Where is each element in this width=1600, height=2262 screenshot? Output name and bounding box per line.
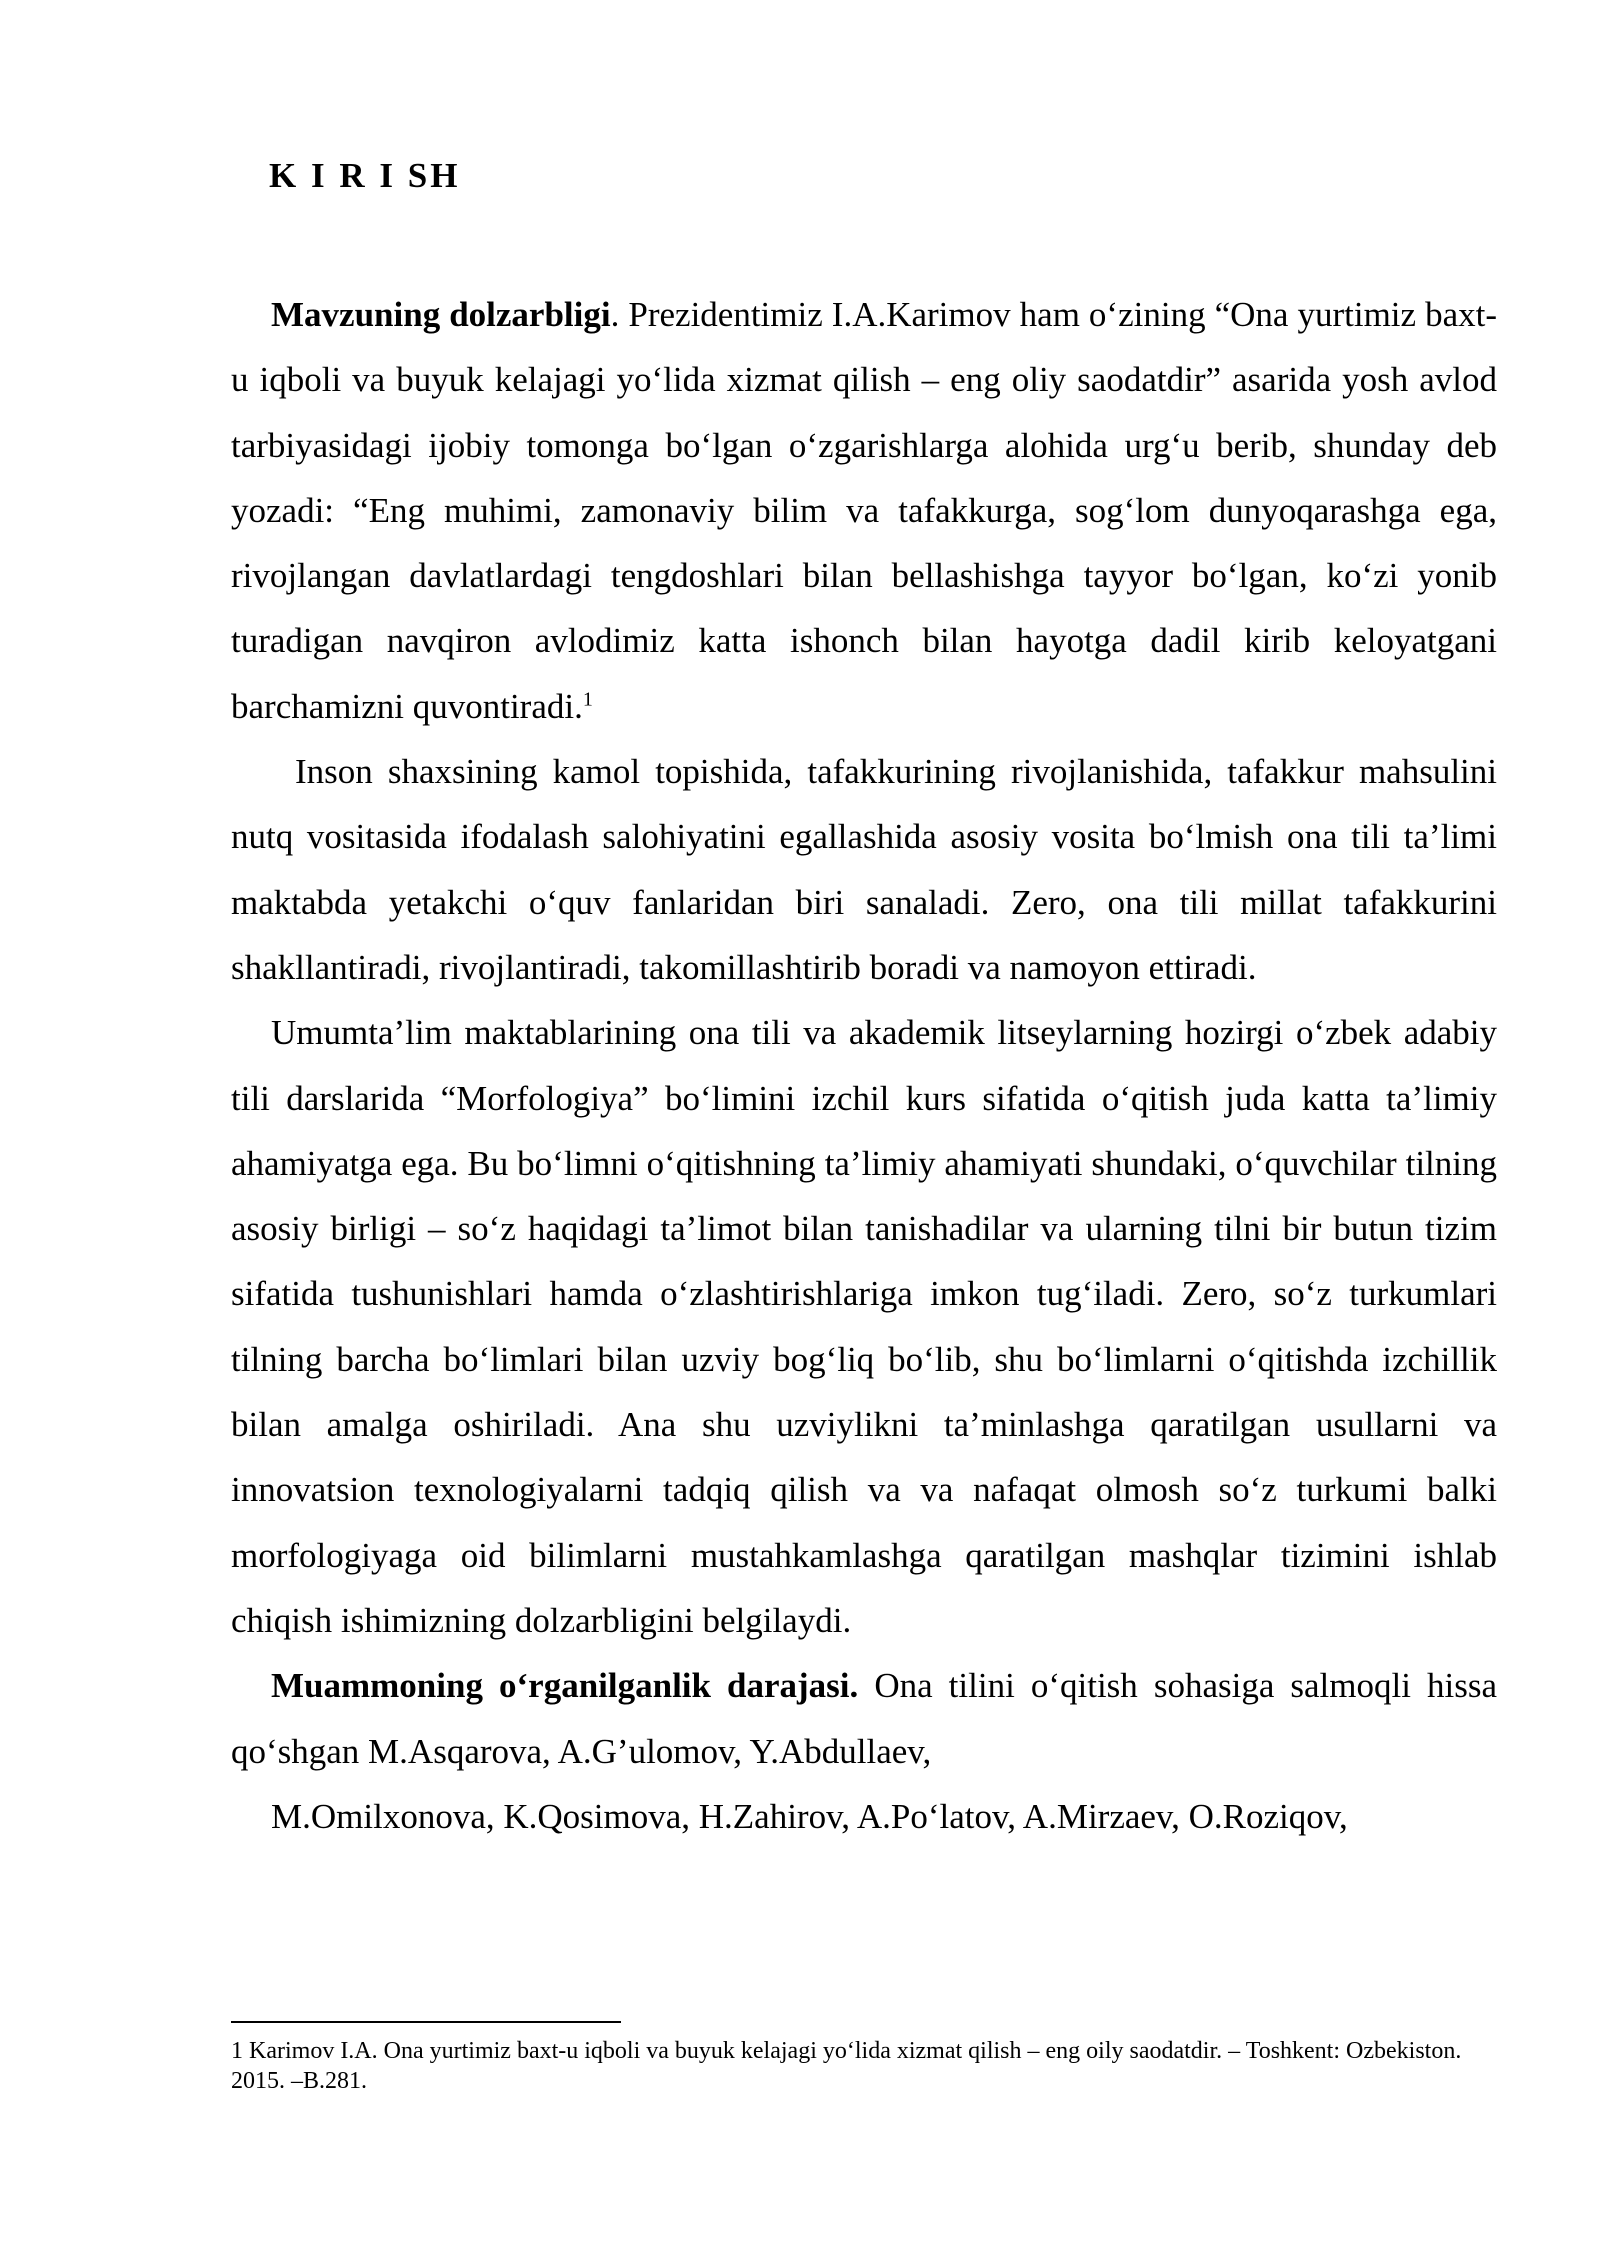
section-heading: K I R I SH [269,156,461,195]
paragraph-lead-relevance: Mavzuning dolzarbligi [271,295,611,334]
paragraph-text-research-level: Ona tilini o‘qitish sohasiga salmoqli hissa qo‘shgan M.Asqarova, A.G’ulomov, Y.Abdullaev, [231,1666,1497,1771]
footnote-separator [231,2021,621,2023]
paragraph-schools: Umumta’lim maktablarining ona tili va akademik litseylarning hozirgi o‘zbek adabiy tili darslarida “Morfologiya” bo‘limini izchil kurs sifatida o‘qitish juda katta ta’limiy ahamiyatga ega. Bu bo‘limni o‘qitishning ta’limiy ahamiyati shundaki, o‘quvchilar tilning asosiy birligi – so‘z haqidagi ta’limot bilan tanishadilar va ularning tilni bir butun tizim sifatida tushunishlari hamda o‘zlashtirishlariga imkon tug‘iladi. Zero, so‘z turkumlari tilning barcha bo‘limlari bilan uzviy bog‘liq bo‘lib, shu bo‘limlarni o‘qitishda izchillik bilan amalga oshiriladi. Ana shu uzviylikni ta’minlashga qaratilgan usullarni va innovatsion texnologiyalarni tadqiq qilish va va nafaqat olmosh so‘z turkumi balki morfologiyaga oid bilimlarni mustahkamlashga qaratilgan mashqlar tizimini ishlab chiqish ishimizning dolzarbligini belgilaydi. [231,1013,1497,1640]
paragraph-lead-research-level: Muammoning o‘rganilganlik darajasi. [271,1666,859,1706]
paragraph-personality: Inson shaxsining kamol topishida, tafakkurining rivojlanishida, tafakkur mahsulini nutq vositasida ifodalash salohiyatini egallashida asosiy vosita bo‘lmish ona tili ta’limi maktabda yetakchi o‘quv fanlaridan biri sanaladi. Zero, ona tili millat tafakkurini shakllantiradi, rivojlantiradi, takomillashtirib boradi va namoyon ettiradi. [231,752,1497,987]
footnote: 1 Karimov I.A. Ona yurtimiz baxt-u iqboli va buyuk kelajagi yo‘lida xizmat qilish – eng oily saodatdir. – Toshkent: Ozbekiston. 2015. –B.281. [231,2038,1462,2094]
paragraph-relevance [231,282,1497,739]
footnote-reference: 1 [582,688,593,711]
paragraph-research-level [231,1653,1497,1784]
paragraph-author-list: M.Omilxonova, K.Qosimova, H.Zahirov, A.Po‘latov, A.Mirzaev, O.Roziqov, [271,1796,1348,1836]
body-text [231,282,1497,1849]
paragraph-text-relevance: . Prezidentimiz I.A.Karimov ham o‘zining “Ona yurtimiz baxt-u iqboli va buyuk kelajagi yo‘lida xizmat qilish – eng oliy saodatdir” asarida yosh avlod tarbiyasidagi ijobiy tomonga bo‘lgan o‘zgarishlarga alohida urg‘u berib, shunday deb yozadi: “Eng muhimi, zamonaviy bilim va tafakkurga, sog‘lom dunyoqarashga ega, rivojlangan davlatlardagi tengdoshlari bilan bellashishga tayyor bo‘lgan, ko‘zi yonib turadigan navqiron avlodimiz katta ishonch bilan hayotga dadil kirib keloyatgani barchamizni quvontiradi. [231,295,1497,726]
